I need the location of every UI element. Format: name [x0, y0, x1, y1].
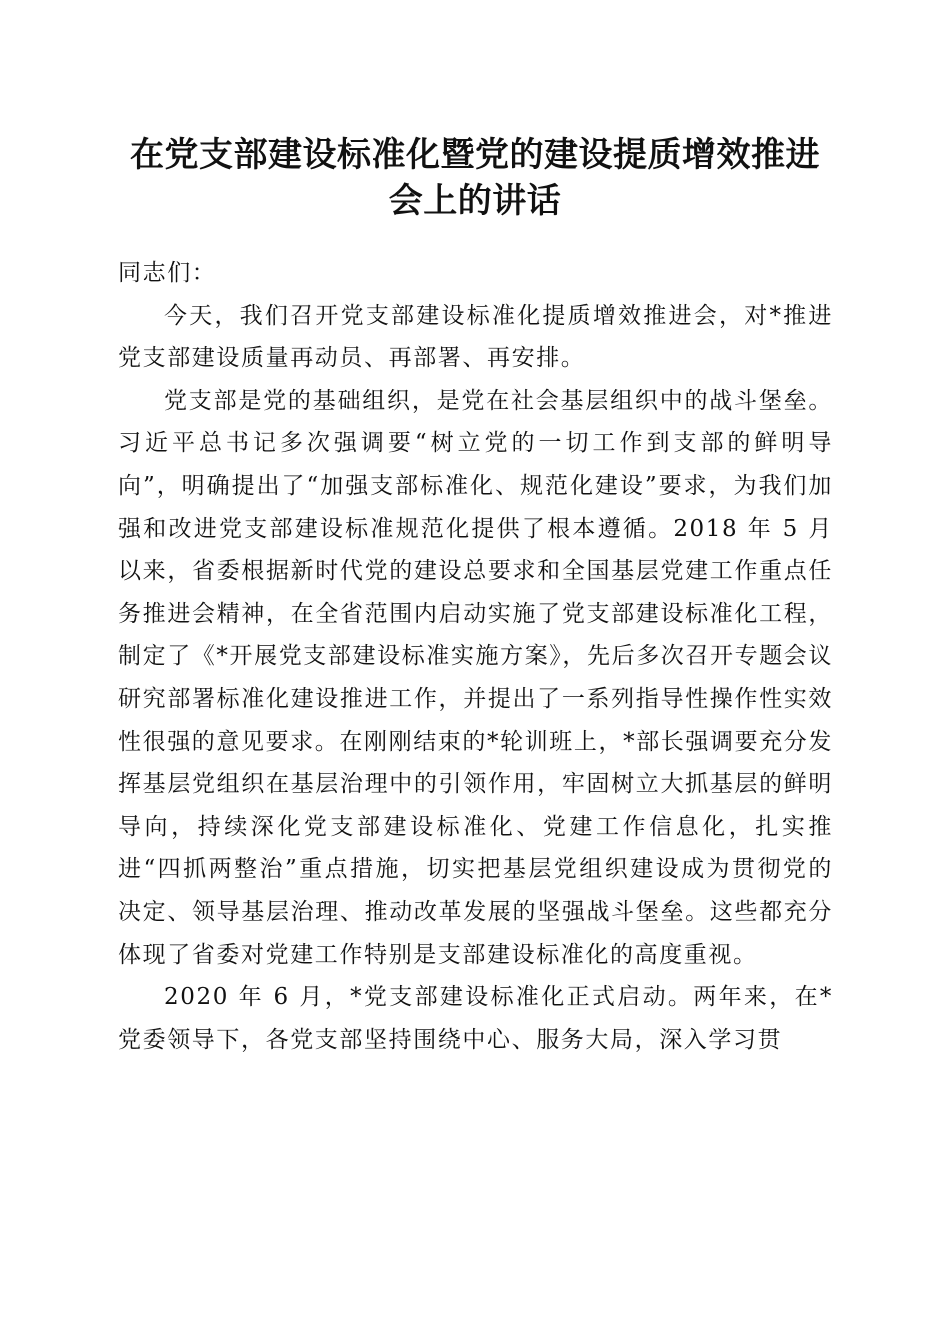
document-title: [100, 132, 850, 224]
paragraph-2: 党支部是党的基础组织，是党在社会基层组织中的战斗堡垒。习近平总书记多次强调要“树立党的一切工作到支部的鲜明导向”，明确提出了“加强支部标准化、规范化建设”要求，为我们加强和改进党支部建设标准规范化提供了根本遵循。2018 年 5 月以来，省委根据新时代党的建设总要求和全国基层党建工作重点任务推进会精神，在全省范围内启动实施了党支部建设标准化工程，制定了《*开展党支部建设标准实施方案》，先后多次召开专题会议研究部署标准化建设推进工作，并提出了一系列指导性操作性实效性很强的意见要求。在刚刚结束的*轮训班上，*部长强调要充分发挥基层党组织在基层治理中的引领作用，牢固树立大抓基层的鲜明导向，持续深化党支部建设标准化、党建工作信息化，扎实推进“四抓两整治”重点措施，切实把基层党组织建设成为贯彻党的决定、领导基层治理、推动改革发展的坚强战斗堡垒。这些都充分体现了省委对党建工作特别是支部建设标准化的高度重视。: [118, 387, 833, 968]
paragraph-1: 今天，我们召开党支部建设标准化提质增效推进会，对*推进党支部建设质量再动员、再部署、再安排。: [118, 302, 833, 372]
paragraph-3: 2020 年 6 月，*党支部建设标准化正式启动。两年来，在*党委领导下，各党支部坚持围绕中心、服务大局，深入学习贯: [118, 984, 833, 1053]
title-line-1: 在党支部建设标准化暨党的建设提质增效推进: [130, 135, 820, 175]
document-body: [118, 252, 833, 1061]
salutation: 同志们：: [118, 260, 217, 286]
title-line-2: 会上的讲话: [388, 181, 562, 221]
